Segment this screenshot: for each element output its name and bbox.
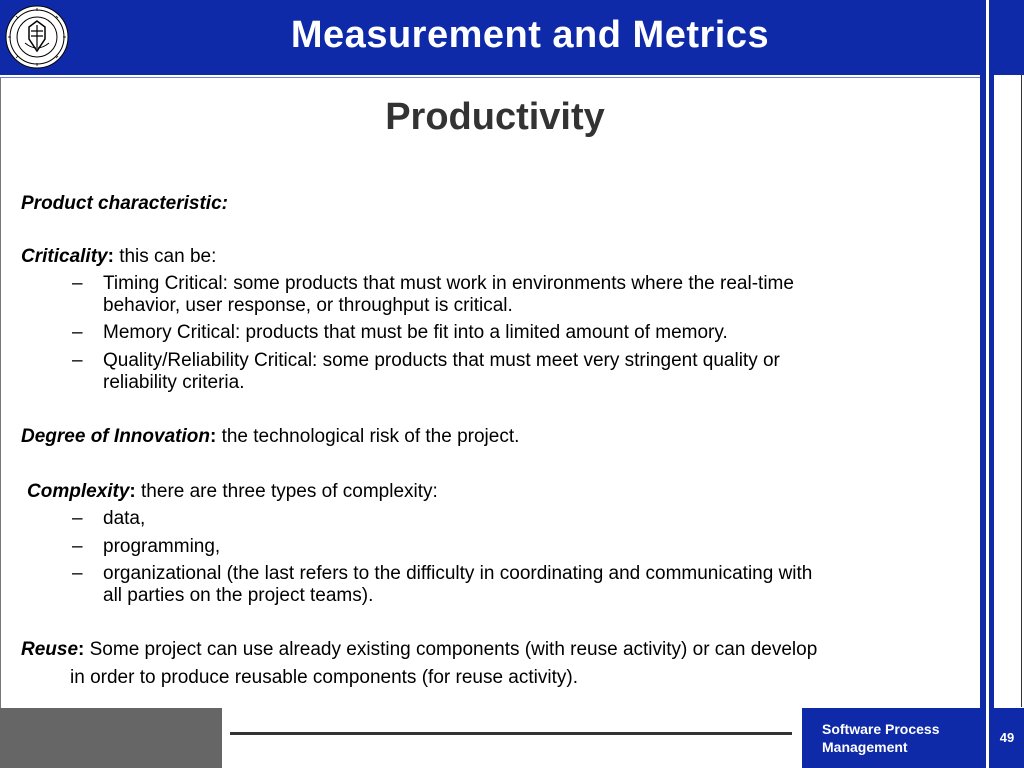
criticality-item-1-line1: Timing Critical: some products that must work in environments where the real-time (103, 273, 794, 294)
header-title: Measurement and Metrics (290, 14, 770, 56)
criticality-item-3-line1: Quality/Reliability Critical: some products that must meet very stringent quality or (103, 350, 780, 371)
footer-course-name (822, 720, 940, 756)
bullet-dash: – (72, 563, 83, 584)
innovation-paragraph (21, 426, 519, 448)
footer-course-line2: Management (822, 739, 908, 755)
right-edge-line (1021, 75, 1022, 707)
innovation-text: the technological risk of the project. (216, 426, 520, 447)
reuse-paragraph-line2: in order to produce reusable components (for reuse activity). (70, 667, 578, 688)
page-number: 49 (999, 730, 1015, 745)
complexity-term: Complexity (27, 481, 130, 502)
complexity-colon: : (129, 481, 136, 502)
bullet-dash: – (72, 508, 83, 529)
complexity-item-2: programming, (103, 536, 221, 557)
criticality-item-3-line2: reliability criteria. (103, 372, 245, 393)
complexity-item-3-line1: organizational (the last refers to the difficulty in coordinating and communicating with (103, 563, 813, 584)
reuse-term: Reuse (21, 639, 79, 660)
criticality-colon: : (107, 246, 114, 267)
bullet-dash: – (72, 350, 83, 371)
innovation-term: Degree of Innovation (21, 426, 210, 447)
complexity-item-1: data, (103, 508, 146, 529)
footer-course-line1: Software Process (822, 721, 940, 737)
page-number-box (990, 708, 1024, 768)
complexity-item-3-line2: all parties on the project teams). (103, 585, 374, 606)
footer-rule (230, 732, 792, 735)
criticality-item-2-line1: Memory Critical: products that must be fit into a limited amount of memory. (103, 322, 728, 343)
criticality-paragraph (21, 246, 216, 268)
bullet-dash: – (72, 322, 83, 343)
criticality-term: Criticality (21, 246, 108, 267)
footer-gray-block (0, 708, 222, 768)
innovation-colon: : (209, 426, 217, 447)
right-corner-block (989, 0, 1024, 75)
reuse-text: Some project can use already existing components (with reuse activity) or can develop (84, 639, 818, 660)
bullet-dash: – (72, 273, 83, 294)
section-heading: Product characteristic: (21, 193, 228, 214)
criticality-item-1-line2: behavior, user response, or throughput is critical. (103, 295, 513, 316)
criticality-text: this can be: (113, 246, 217, 267)
reuse-colon: : (78, 639, 85, 660)
reuse-paragraph (21, 639, 817, 661)
bullet-dash: – (72, 536, 83, 557)
footer-course-box (802, 708, 984, 768)
complexity-text: there are three types of complexity: (135, 481, 438, 502)
complexity-paragraph (27, 481, 438, 503)
slide-title: Productivity (385, 96, 605, 138)
